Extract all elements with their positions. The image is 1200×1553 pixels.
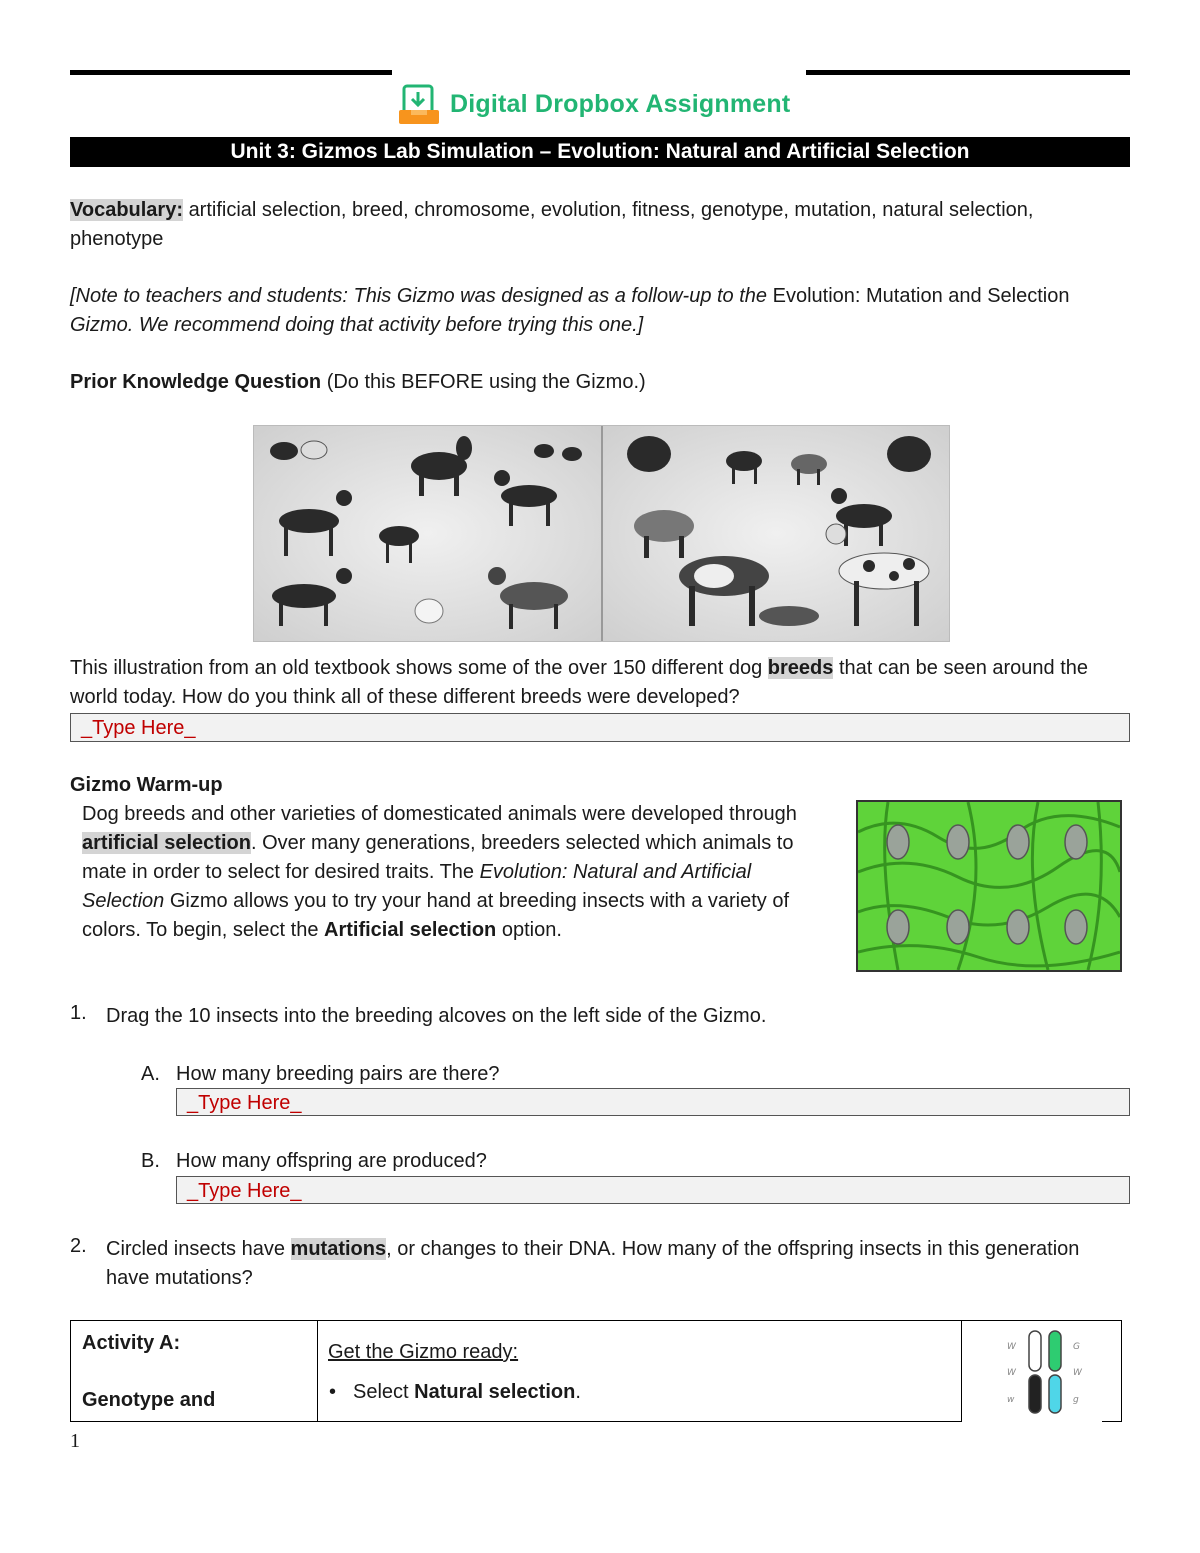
chrom-label-6: g (1073, 1395, 1079, 1405)
prior-question (70, 654, 1130, 712)
bullet-dot: • (329, 1381, 337, 1403)
activity-title: Activity A: (82, 1332, 181, 1354)
table-divider-2 (961, 1321, 962, 1421)
dog-breeds-illustration (253, 425, 950, 642)
bullet-t2: . (575, 1381, 581, 1403)
activity-table (70, 1320, 1122, 1422)
dropbox-download-icon (398, 82, 442, 126)
logo-text: Digital Dropbox Assignment (450, 89, 791, 118)
vocabulary-paragraph (70, 196, 1130, 254)
q2-t2: , or changes to their DNA. How many of the offspring insects in this generation have mutations? (106, 1238, 1080, 1289)
prior-text1: This illustration from an old textbook shows some of the over 150 different dog (70, 657, 768, 679)
activity-subtitle: Genotype and (82, 1389, 216, 1411)
note-part1: [Note to teachers and students: This Gizmo was designed as a follow-up to the (70, 285, 773, 307)
vocabulary-terms: artificial selection, breed, chromosome, evolution, fitness, genotype, mutation, natural selection, phenotype (70, 199, 1034, 250)
chrom-label-2: W (1007, 1368, 1016, 1378)
q1-text: Drag the 10 insects into the breeding alcoves on the left side of the Gizmo. (106, 1005, 767, 1027)
qa-label: A. (141, 1063, 160, 1085)
qb-answer-field[interactable]: _Type Here_ (176, 1176, 1130, 1204)
vocabulary-label: Vocabulary: (70, 199, 183, 221)
note-part2: Evolution: Mutation and Selection (772, 285, 1070, 307)
breeds-highlight: breeds (767, 657, 834, 679)
qa-text: How many breeding pairs are there? (176, 1063, 500, 1085)
table-divider-1 (317, 1321, 318, 1421)
chromosome-diagram (1001, 1327, 1091, 1419)
warmup-t2: . Over many generations, breeders selected which animals to mate in order to select for desired traits. The (82, 832, 794, 883)
artificial-selection-option: Artificial selection (324, 919, 497, 941)
logo (398, 82, 790, 126)
qa-answer-field[interactable]: _Type Here_ (176, 1088, 1130, 1116)
warmup-title: Gizmo Warm-up (70, 774, 223, 796)
page-number: 1 (70, 1430, 80, 1452)
q2-number: 2. (70, 1235, 87, 1257)
artificial-selection-highlight: artificial selection (82, 832, 251, 854)
prior-heading (70, 368, 646, 397)
q1-number: 1. (70, 1002, 87, 1024)
warmup-t3: Gizmo allows you to try your hand at breeding insects with a variety of colors. To begin, select the (82, 890, 790, 941)
chrom-label-4: G (1073, 1342, 1080, 1352)
prior-subtitle: (Do this BEFORE using the Gizmo.) (321, 371, 646, 393)
bullet-t1: Select (353, 1381, 415, 1403)
gizmo-name: Evolution: Natural and Artificial Selection (82, 861, 752, 912)
mutations-highlight: mutations (290, 1238, 387, 1260)
note-paragraph (70, 282, 1070, 340)
warmup-t1: Dog breeds and other varieties of domesticated animals were developed through (82, 803, 797, 825)
q2-text (106, 1235, 1106, 1293)
prior-title: Prior Knowledge Question (70, 371, 322, 393)
q2-t1: Circled insects have (106, 1238, 291, 1260)
chrom-label-1: W (1007, 1342, 1016, 1352)
note-part3: Gizmo. We recommend doing that activity before trying this one.] (70, 314, 644, 336)
prior-text2: that can be seen around the world today. How do you think all of these different breeds were developed? (70, 657, 1089, 708)
logo-gap (392, 66, 806, 80)
qb-text: How many offspring are produced? (176, 1150, 487, 1172)
warmup-t4: option. (496, 919, 562, 941)
warmup-paragraph (82, 800, 827, 945)
bullet-bold: Natural selection (414, 1381, 576, 1403)
insects-on-leaves-image (856, 800, 1122, 972)
bullet-natural-selection (329, 1378, 581, 1407)
chrom-label-5: W (1073, 1368, 1082, 1378)
gizmo-ready-label: Get the Gizmo ready: (328, 1341, 519, 1363)
prior-answer-field[interactable]: _Type Here_ (70, 713, 1130, 742)
table-gap (962, 1416, 1102, 1424)
chrom-label-3: w (1007, 1395, 1015, 1405)
unit-banner: Unit 3: Gizmos Lab Simulation – Evolution: Natural and Artificial Selection (70, 137, 1130, 167)
qb-label: B. (141, 1150, 160, 1172)
